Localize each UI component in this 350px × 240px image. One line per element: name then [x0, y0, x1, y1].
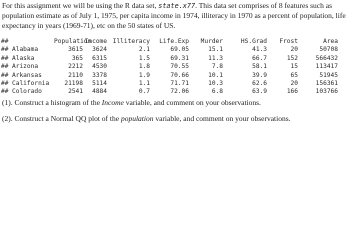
value-cell: 156361 [315, 79, 338, 87]
header-cell [12, 38, 54, 46]
value-cell: 3624 [92, 46, 107, 54]
value-cell: 39.9 [252, 71, 267, 79]
value-cell: 1.1 [138, 79, 150, 87]
value-cell: 166 [286, 88, 298, 96]
question-number: (1). [2, 98, 13, 107]
comment-prefix: ## [1, 38, 9, 45]
value-cell: 69.31 [170, 54, 189, 62]
header-cell: Illiteracy [112, 38, 150, 45]
value-cell: 5114 [92, 79, 107, 87]
intro-paragraph [2, 1, 348, 30]
state-name-cell: Alabama [12, 46, 39, 54]
value-cell: 70.55 [170, 63, 189, 71]
value-cell: 2.1 [138, 46, 150, 54]
question-number: (2). [2, 114, 13, 123]
value-cell: 20 [290, 46, 298, 54]
value-cell: 15 [290, 63, 298, 71]
table-row [1, 55, 347, 63]
table-body [1, 46, 347, 96]
value-cell: 66.7 [252, 54, 267, 62]
question-1 [2, 98, 348, 107]
value-cell: 11.3 [208, 54, 223, 62]
value-cell: 152 [286, 54, 298, 62]
question-2 [2, 114, 348, 123]
value-cell: 7.8 [211, 63, 223, 71]
comment-prefix: ## [1, 54, 9, 62]
state-name-cell: Alaska [12, 54, 35, 62]
header-cell: Murder [200, 38, 223, 45]
state-name-cell: California [12, 79, 50, 87]
value-cell: 103766 [315, 88, 338, 96]
question-variable: Income [101, 98, 124, 107]
question-variable: population [120, 114, 154, 123]
value-cell: 1.8 [138, 63, 150, 71]
value-cell: 21198 [64, 79, 83, 87]
value-cell: 6315 [92, 54, 107, 62]
value-cell: 51945 [319, 71, 338, 79]
comment-prefix: ## [1, 88, 9, 96]
value-cell: 50708 [319, 46, 338, 54]
value-cell: 1.9 [138, 71, 150, 79]
value-cell: 15.1 [208, 46, 223, 54]
value-cell: 365 [71, 54, 83, 62]
value-cell: 71.71 [170, 79, 189, 87]
table-header-row [1, 38, 347, 46]
state-name-cell: Arizona [12, 63, 39, 71]
state-name-cell: Arkansas [12, 71, 42, 79]
comment-prefix: ## [1, 71, 9, 79]
value-cell: 566432 [315, 54, 338, 62]
header-cell: Life.Exp [159, 38, 189, 45]
header-cell: Area [323, 38, 338, 45]
state-name-cell: Colorado [12, 88, 42, 96]
r-output-table [1, 38, 347, 97]
comment-prefix: ## [1, 63, 9, 71]
value-cell: 70.66 [170, 71, 189, 79]
value-cell: 65 [290, 71, 298, 79]
value-cell: 2212 [68, 63, 83, 71]
value-cell: 113417 [315, 63, 338, 71]
table-row [1, 88, 347, 96]
header-cell: Income [84, 38, 107, 45]
question-text-before: Construct a Normal QQ plot of the [14, 114, 121, 123]
table-row [1, 72, 347, 80]
value-cell: 3378 [92, 71, 107, 79]
header-cell: Population [54, 38, 92, 45]
value-cell: 0.7 [138, 88, 150, 96]
value-cell: 41.3 [252, 46, 267, 54]
value-cell: 4530 [92, 63, 107, 71]
value-cell: 10.1 [208, 71, 223, 79]
intro-suffix: . This data set comprises of 8 features such as population estimate as of July 1, 1975, per capita income in 1974, illiteracy in 1970 as a percent of population, life expectancy in years (1969-71), etc on the 50 states of US. [2, 1, 346, 30]
value-cell: 63.9 [252, 88, 267, 96]
value-cell: 2110 [68, 71, 83, 79]
value-cell: 4884 [92, 88, 107, 96]
table-row [1, 46, 347, 54]
comment-prefix: ## [1, 79, 9, 87]
comment-prefix: ## [1, 46, 9, 54]
question-text-after: variable, and comment on your observations. [123, 98, 261, 107]
intro-prefix: For this assignment we will be using the R data set, [2, 1, 159, 10]
table-row [1, 80, 347, 88]
value-cell: 1.5 [138, 54, 150, 62]
value-cell: 20 [290, 79, 298, 87]
question-text-before: Construct a histogram of the [14, 98, 102, 107]
table-row [1, 63, 347, 71]
value-cell: 10.3 [208, 79, 223, 87]
value-cell: 72.06 [170, 88, 189, 96]
question-text-after: variable, and comment on your observations. [153, 114, 291, 123]
value-cell: 62.6 [252, 79, 267, 87]
header-cell: HS.Grad [240, 38, 267, 45]
value-cell: 2541 [68, 88, 83, 96]
value-cell: 58.1 [252, 63, 267, 71]
value-cell: 6.8 [211, 88, 223, 96]
value-cell: 3615 [68, 46, 83, 54]
header-cell: Frost [279, 38, 298, 45]
dataset-name: state.x77 [158, 2, 196, 10]
value-cell: 69.05 [170, 46, 189, 54]
